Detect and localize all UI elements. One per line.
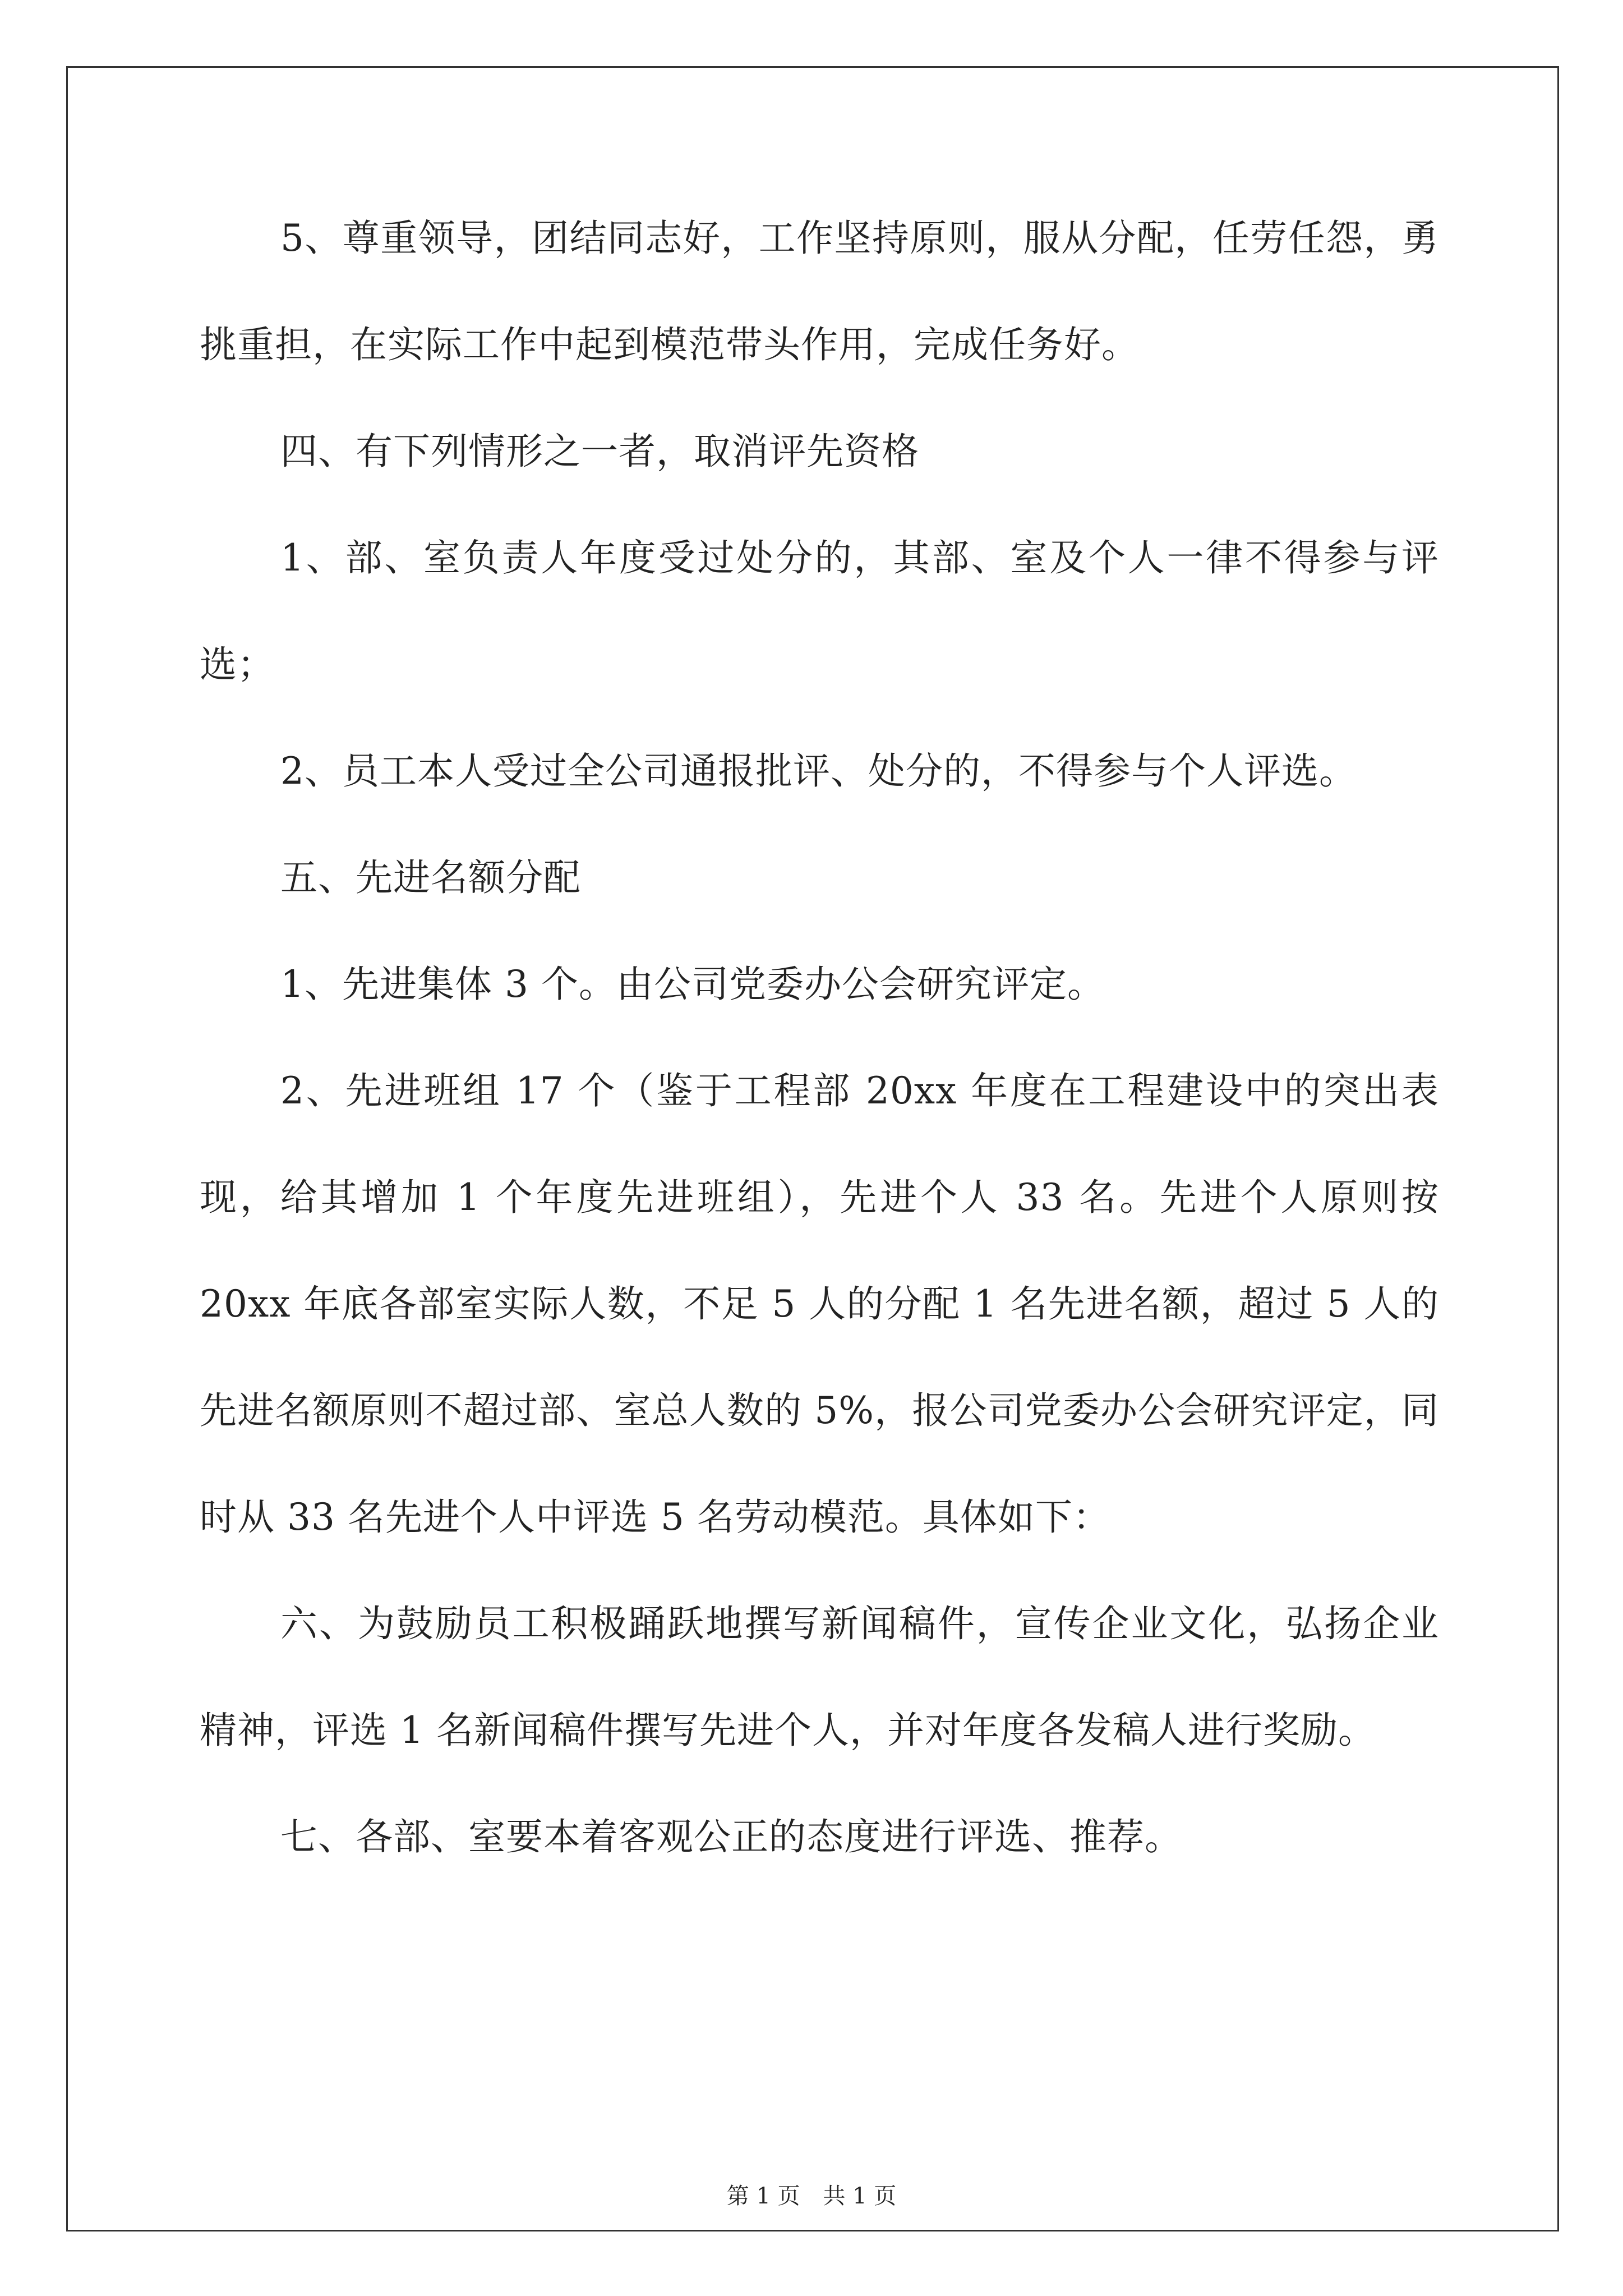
page-total: 共 1 页 (823, 2183, 897, 2209)
paragraph: 2、员工本人受过全公司通报批评、处分的，不得参与个人评选。 (280, 749, 1357, 793)
paragraph: 5、尊重领导，团结同志好，工作坚持原则，服从分配，任劳任怨，勇挑重担，在实际工作中起到模范带头作用，完成任务好。 (200, 217, 1439, 366)
paragraph: 七、各部、室要本着客观公正的态度进行评选、推荐。 (280, 1815, 1182, 1858)
page-number: 第 1 页 (726, 2183, 800, 2209)
document-body (200, 185, 1439, 1890)
paragraph: 1、部、室负责人年度受过处分的，其部、室及个人一律不得参与评选； (200, 536, 1439, 686)
paragraph: 2、先进班组 17 个（鉴于工程部 20xx 年度在工程建设中的突出表现，给其增加 1 个年度先进班组），先进个人 33 名。先进个人原则按 20xx 年底各部室实际人数，不足 5 人的分配 1 名先进名额，超过 5 人的先进名额原则不超过部、室总人数的 5%，报公司党委办公会研究评定，同时从 33 名先进个人中评选 5 名劳动模范。具体如下： (200, 1069, 1439, 1539)
section-heading: 五、先进名额分配 (280, 856, 581, 899)
paragraph: 1、先进集体 3 个。由公司党委办公会研究评定。 (280, 963, 1105, 1006)
page-footer (0, 2182, 1623, 2210)
section-heading: 四、有下列情形之一者，取消评先资格 (280, 430, 919, 473)
paragraph: 六、为鼓励员工积极踊跃地撰写新闻稿件，宣传企业文化，弘扬企业精神，评选 1 名新闻稿件撰写先进个人，并对年度各发稿人进行奖励。 (200, 1602, 1439, 1752)
